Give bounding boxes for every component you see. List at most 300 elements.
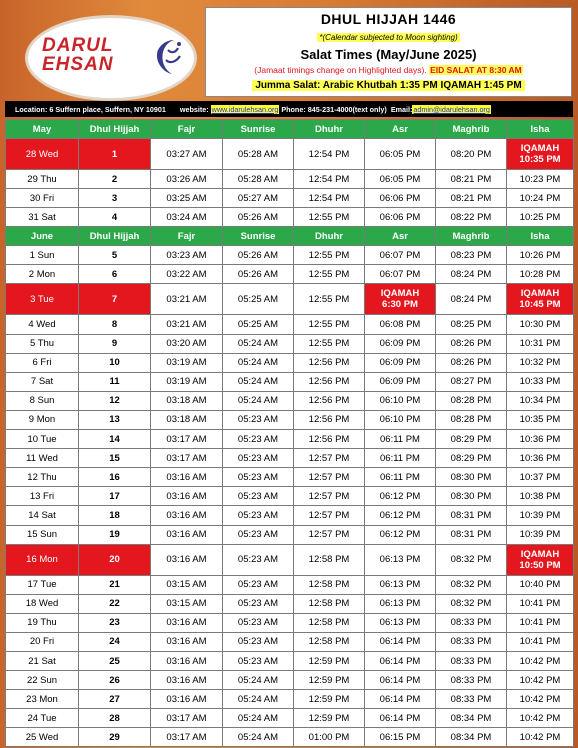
table-cell: 12:58 PM bbox=[294, 544, 365, 575]
table-cell: 06:13 PM bbox=[365, 544, 436, 575]
table-cell: 06:12 PM bbox=[365, 487, 436, 506]
table-row bbox=[6, 284, 574, 315]
table-row bbox=[6, 690, 574, 709]
table-cell: 12:55 PM bbox=[294, 334, 365, 353]
table-cell: 08:26 PM bbox=[436, 334, 507, 353]
table-cell: 05:26 AM bbox=[223, 265, 294, 284]
table-cell: 08:25 PM bbox=[436, 315, 507, 334]
table-cell: 10:34 PM bbox=[507, 391, 574, 410]
table-cell: 08:22 PM bbox=[436, 208, 507, 227]
table-row bbox=[6, 575, 574, 594]
table-cell: 10:42 PM bbox=[507, 690, 574, 709]
table-cell: 05:23 AM bbox=[223, 525, 294, 544]
table-cell: 12:56 PM bbox=[294, 410, 365, 429]
table-cell: 05:23 AM bbox=[223, 613, 294, 632]
table-cell: 08:27 PM bbox=[436, 372, 507, 391]
table-cell: 12:58 PM bbox=[294, 613, 365, 632]
table-cell: 05:23 AM bbox=[223, 449, 294, 468]
table-cell: 10:28 PM bbox=[507, 265, 574, 284]
table-cell: 29 Thu bbox=[6, 170, 79, 189]
table-cell: 14 Sat bbox=[6, 506, 79, 525]
table-cell: 12:56 PM bbox=[294, 353, 365, 372]
table-cell: 03:27 AM bbox=[151, 139, 223, 170]
table-cell: 05:23 AM bbox=[223, 487, 294, 506]
table-cell: 12 Thu bbox=[6, 468, 79, 487]
table-cell: 13 Fri bbox=[6, 487, 79, 506]
table-cell: 05:25 AM bbox=[223, 284, 294, 315]
salat-times-title: Salat Times (May/June 2025) bbox=[300, 47, 477, 62]
eid-salat-time: EID SALAT AT 8:30 AM bbox=[430, 65, 522, 75]
table-cell: 06:14 PM bbox=[365, 632, 436, 651]
website-link[interactable]: www.idarulehsan.org bbox=[211, 104, 279, 114]
table-cell: 05:25 AM bbox=[223, 315, 294, 334]
table-cell: 12:56 PM bbox=[294, 391, 365, 410]
table-cell: 12:59 PM bbox=[294, 690, 365, 709]
table-cell: 08:32 PM bbox=[436, 575, 507, 594]
table-cell: 05:24 AM bbox=[223, 709, 294, 728]
table-cell: 08:31 PM bbox=[436, 506, 507, 525]
table-row bbox=[6, 139, 574, 170]
table-cell: 05:23 AM bbox=[223, 651, 294, 670]
table-cell: 18 bbox=[79, 506, 151, 525]
table-cell: 05:24 AM bbox=[223, 391, 294, 410]
table-cell: 06:12 PM bbox=[365, 525, 436, 544]
table-cell: 19 bbox=[79, 525, 151, 544]
table-row bbox=[6, 315, 574, 334]
table-cell: 9 Mon bbox=[6, 410, 79, 429]
table-cell: 08:29 PM bbox=[436, 449, 507, 468]
table-cell: 05:24 AM bbox=[223, 372, 294, 391]
table-cell: 12 bbox=[79, 391, 151, 410]
table-cell: 03:19 AM bbox=[151, 372, 223, 391]
table-cell: 08:21 PM bbox=[436, 170, 507, 189]
table-cell: 06:06 PM bbox=[365, 208, 436, 227]
table-cell: 8 Sun bbox=[6, 391, 79, 410]
table-cell: 06:13 PM bbox=[365, 575, 436, 594]
column-header: Dhuhr bbox=[294, 227, 365, 246]
table-cell: 05:23 AM bbox=[223, 468, 294, 487]
table-cell: 22 Sun bbox=[6, 671, 79, 690]
table-cell: 03:21 AM bbox=[151, 315, 223, 334]
table-cell: 29 bbox=[79, 728, 151, 747]
table-cell: 08:30 PM bbox=[436, 468, 507, 487]
column-header: Sunrise bbox=[223, 120, 294, 139]
table-cell: 06:09 PM bbox=[365, 353, 436, 372]
jumma-salat-time: Jumma Salat: Arabic Khutbah 1:35 PM IQAMAH 1:45 PM bbox=[252, 80, 524, 91]
table-row bbox=[6, 246, 574, 265]
table-cell: 05:24 AM bbox=[223, 690, 294, 709]
may-header-row bbox=[6, 120, 574, 139]
table-cell: 06:10 PM bbox=[365, 410, 436, 429]
table-cell: 03:17 AM bbox=[151, 709, 223, 728]
table-cell: 05:28 AM bbox=[223, 139, 294, 170]
table-cell: 03:15 AM bbox=[151, 575, 223, 594]
table-cell: 20 bbox=[79, 544, 151, 575]
table-cell: 05:23 AM bbox=[223, 575, 294, 594]
table-cell: 10:42 PM bbox=[507, 671, 574, 690]
jamaat-note bbox=[206, 65, 571, 75]
table-cell: 08:33 PM bbox=[436, 632, 507, 651]
column-header: Fajr bbox=[151, 120, 223, 139]
table-cell: 08:33 PM bbox=[436, 671, 507, 690]
table-cell: 03:17 AM bbox=[151, 430, 223, 449]
table-cell: 21 bbox=[79, 575, 151, 594]
logo-line2: EHSAN bbox=[42, 54, 114, 75]
table-row bbox=[6, 506, 574, 525]
table-cell: 10:23 PM bbox=[507, 170, 574, 189]
column-header: Maghrib bbox=[436, 120, 507, 139]
table-cell: 3 Tue bbox=[6, 284, 79, 315]
table-cell: 24 bbox=[79, 632, 151, 651]
email-label: Email: bbox=[390, 104, 413, 114]
table-cell: 03:16 AM bbox=[151, 632, 223, 651]
table-cell: 24 Tue bbox=[6, 709, 79, 728]
table-cell: 10:38 PM bbox=[507, 487, 574, 506]
table-cell: 15 bbox=[79, 449, 151, 468]
table-cell: 2 bbox=[79, 170, 151, 189]
table-cell: 08:33 PM bbox=[436, 690, 507, 709]
table-cell: 17 bbox=[79, 487, 151, 506]
table-cell: 2 Mon bbox=[6, 265, 79, 284]
table-cell: 12:55 PM bbox=[294, 246, 365, 265]
table-cell: 03:16 AM bbox=[151, 613, 223, 632]
table-cell: 06:05 PM bbox=[365, 139, 436, 170]
table-cell: 10:41 PM bbox=[507, 632, 574, 651]
column-header: Isha bbox=[507, 120, 574, 139]
table-cell: 05:23 AM bbox=[223, 430, 294, 449]
table-cell: 05:26 AM bbox=[223, 208, 294, 227]
table-cell: 06:13 PM bbox=[365, 613, 436, 632]
table-cell: 12:58 PM bbox=[294, 632, 365, 651]
table-cell: 12:59 PM bbox=[294, 671, 365, 690]
table-cell: 06:11 PM bbox=[365, 468, 436, 487]
table-cell: 08:31 PM bbox=[436, 525, 507, 544]
table-cell: 03:17 AM bbox=[151, 728, 223, 747]
table-cell: 5 Thu bbox=[6, 334, 79, 353]
page-title: DHUL HIJJAH 1446 bbox=[320, 11, 457, 27]
table-cell: 3 bbox=[79, 189, 151, 208]
table-row bbox=[6, 265, 574, 284]
table-cell: 10:40 PM bbox=[507, 575, 574, 594]
table-cell: 08:21 PM bbox=[436, 189, 507, 208]
table-cell: 03:26 AM bbox=[151, 170, 223, 189]
table-cell: 10:24 PM bbox=[507, 189, 574, 208]
table-cell: 06:14 PM bbox=[365, 651, 436, 670]
table-row bbox=[6, 544, 574, 575]
column-header: Dhul Hijjah bbox=[79, 227, 151, 246]
table-row bbox=[6, 170, 574, 189]
table-cell: 06:08 PM bbox=[365, 315, 436, 334]
table-cell: 7 bbox=[79, 284, 151, 315]
column-header: Fajr bbox=[151, 227, 223, 246]
table-cell: 06:09 PM bbox=[365, 334, 436, 353]
table-cell: IQAMAH 10:50 PM bbox=[507, 544, 574, 575]
table-cell: 25 bbox=[79, 651, 151, 670]
table-cell: 12:54 PM bbox=[294, 139, 365, 170]
table-cell: 16 bbox=[79, 468, 151, 487]
table-cell: 06:15 PM bbox=[365, 728, 436, 747]
table-cell: IQAMAH 6:30 PM bbox=[365, 284, 436, 315]
table-cell: 12:54 PM bbox=[294, 189, 365, 208]
table-cell: 08:29 PM bbox=[436, 430, 507, 449]
table-cell: 03:22 AM bbox=[151, 265, 223, 284]
table-cell: 28 bbox=[79, 709, 151, 728]
table-cell: 01:00 PM bbox=[294, 728, 365, 747]
table-cell: 22 bbox=[79, 594, 151, 613]
table-cell: 10 bbox=[79, 353, 151, 372]
table-cell: 10:36 PM bbox=[507, 430, 574, 449]
table-cell: 1 Sun bbox=[6, 246, 79, 265]
table-cell: 17 Tue bbox=[6, 575, 79, 594]
column-header: Dhuhr bbox=[294, 120, 365, 139]
table-cell: 27 bbox=[79, 690, 151, 709]
table-cell: 18 Wed bbox=[6, 594, 79, 613]
table-row bbox=[6, 525, 574, 544]
table-row bbox=[6, 487, 574, 506]
table-row bbox=[6, 430, 574, 449]
table-cell: 08:24 PM bbox=[436, 265, 507, 284]
table-cell: 05:23 AM bbox=[223, 506, 294, 525]
table-cell: 12:57 PM bbox=[294, 506, 365, 525]
table-row bbox=[6, 208, 574, 227]
table-cell: 20 Fri bbox=[6, 632, 79, 651]
logo bbox=[28, 18, 194, 98]
table-row bbox=[6, 594, 574, 613]
table-cell: 23 bbox=[79, 613, 151, 632]
column-header: May bbox=[6, 120, 79, 139]
table-cell: 03:16 AM bbox=[151, 525, 223, 544]
table-cell: 03:23 AM bbox=[151, 246, 223, 265]
table-cell: 6 Fri bbox=[6, 353, 79, 372]
june-header-row bbox=[6, 227, 574, 246]
column-header: Asr bbox=[365, 120, 436, 139]
table-cell: 12:57 PM bbox=[294, 449, 365, 468]
table-cell: 12:55 PM bbox=[294, 284, 365, 315]
table-cell: 08:34 PM bbox=[436, 709, 507, 728]
location-text: Location: 6 Suffern place, Suffern, NY 10901 bbox=[15, 104, 166, 114]
logo-wordmark bbox=[42, 36, 114, 74]
table-row bbox=[6, 728, 574, 747]
table-cell: 05:23 AM bbox=[223, 632, 294, 651]
table-cell: 03:16 AM bbox=[151, 468, 223, 487]
column-header: Maghrib bbox=[436, 227, 507, 246]
table-cell: 03:20 AM bbox=[151, 334, 223, 353]
table-row bbox=[6, 651, 574, 670]
table-cell: 10:36 PM bbox=[507, 449, 574, 468]
table-row bbox=[6, 449, 574, 468]
table-cell: 06:11 PM bbox=[365, 430, 436, 449]
table-cell: 06:06 PM bbox=[365, 189, 436, 208]
column-header: Dhul Hijjah bbox=[79, 120, 151, 139]
table-cell: 10:42 PM bbox=[507, 709, 574, 728]
table-cell: 10:35 PM bbox=[507, 410, 574, 429]
column-header: Asr bbox=[365, 227, 436, 246]
table-cell: 12:59 PM bbox=[294, 709, 365, 728]
table-cell: 08:32 PM bbox=[436, 544, 507, 575]
table-cell: 10:31 PM bbox=[507, 334, 574, 353]
table-cell: 03:18 AM bbox=[151, 391, 223, 410]
table-cell: 06:11 PM bbox=[365, 449, 436, 468]
table-cell: 5 bbox=[79, 246, 151, 265]
table-cell: 10:42 PM bbox=[507, 651, 574, 670]
table-cell: 23 Mon bbox=[6, 690, 79, 709]
table-cell: 08:33 PM bbox=[436, 651, 507, 670]
table-row bbox=[6, 671, 574, 690]
table-cell: 19 Thu bbox=[6, 613, 79, 632]
table-cell: 08:28 PM bbox=[436, 410, 507, 429]
table-cell: 06:13 PM bbox=[365, 594, 436, 613]
table-cell: 10:39 PM bbox=[507, 506, 574, 525]
column-header: Sunrise bbox=[223, 227, 294, 246]
column-header: Isha bbox=[507, 227, 574, 246]
table-row bbox=[6, 372, 574, 391]
table-cell: 06:12 PM bbox=[365, 506, 436, 525]
table-cell: 06:07 PM bbox=[365, 265, 436, 284]
table-cell: 12:57 PM bbox=[294, 525, 365, 544]
table-cell: 8 bbox=[79, 315, 151, 334]
table-cell: 08:28 PM bbox=[436, 391, 507, 410]
table-cell: 10:41 PM bbox=[507, 594, 574, 613]
table-cell: 08:33 PM bbox=[436, 613, 507, 632]
table-cell: 12:55 PM bbox=[294, 265, 365, 284]
table-cell: 21 Sat bbox=[6, 651, 79, 670]
table-cell: 10:26 PM bbox=[507, 246, 574, 265]
email-link[interactable]: admin@idarulehsan.org bbox=[413, 104, 490, 114]
table-row bbox=[6, 468, 574, 487]
table-cell: 03:17 AM bbox=[151, 449, 223, 468]
table-cell: 06:10 PM bbox=[365, 391, 436, 410]
table-cell: 06:14 PM bbox=[365, 690, 436, 709]
table-cell: 12:54 PM bbox=[294, 170, 365, 189]
table-cell: 12:57 PM bbox=[294, 487, 365, 506]
table-cell: 06:14 PM bbox=[365, 671, 436, 690]
table-cell: 30 Fri bbox=[6, 189, 79, 208]
table-cell: 12:58 PM bbox=[294, 575, 365, 594]
table-cell: 03:24 AM bbox=[151, 208, 223, 227]
table-cell: 10:42 PM bbox=[507, 728, 574, 747]
table-cell: 12:55 PM bbox=[294, 315, 365, 334]
table-cell: 10:32 PM bbox=[507, 353, 574, 372]
table-cell: 08:24 PM bbox=[436, 284, 507, 315]
table-cell: 08:20 PM bbox=[436, 139, 507, 170]
table-cell: 06:07 PM bbox=[365, 246, 436, 265]
column-header: June bbox=[6, 227, 79, 246]
table-cell: 06:14 PM bbox=[365, 709, 436, 728]
table-cell: 03:16 AM bbox=[151, 544, 223, 575]
table-cell: 25 Wed bbox=[6, 728, 79, 747]
table-row bbox=[6, 353, 574, 372]
table-cell: 05:26 AM bbox=[223, 246, 294, 265]
table-cell: 12:57 PM bbox=[294, 468, 365, 487]
table-row bbox=[6, 189, 574, 208]
table-cell: 12:59 PM bbox=[294, 651, 365, 670]
table-row bbox=[6, 613, 574, 632]
table-cell: 16 Mon bbox=[6, 544, 79, 575]
table-cell: 08:26 PM bbox=[436, 353, 507, 372]
table-cell: 08:34 PM bbox=[436, 728, 507, 747]
table-cell: 4 bbox=[79, 208, 151, 227]
table-cell: 03:19 AM bbox=[151, 353, 223, 372]
table-cell: IQAMAH 10:35 PM bbox=[507, 139, 574, 170]
table-cell: 14 bbox=[79, 430, 151, 449]
table-cell: 10:41 PM bbox=[507, 613, 574, 632]
website-label: website: bbox=[179, 104, 209, 114]
contact-bar bbox=[5, 101, 573, 117]
prayer-times-table bbox=[5, 119, 574, 747]
table-row bbox=[6, 410, 574, 429]
table-cell: 10 Tue bbox=[6, 430, 79, 449]
table-cell: 10:33 PM bbox=[507, 372, 574, 391]
table-cell: 08:23 PM bbox=[436, 246, 507, 265]
table-cell: 05:23 AM bbox=[223, 544, 294, 575]
table-cell: 03:15 AM bbox=[151, 594, 223, 613]
table-cell: 05:24 AM bbox=[223, 671, 294, 690]
table-cell: 08:30 PM bbox=[436, 487, 507, 506]
table-cell: 05:24 AM bbox=[223, 728, 294, 747]
table-cell: 05:23 AM bbox=[223, 594, 294, 613]
table-cell: IQAMAH 10:45 PM bbox=[507, 284, 574, 315]
table-cell: 11 bbox=[79, 372, 151, 391]
table-row bbox=[6, 709, 574, 728]
phone-text: Phone: 845-231-4000(text only) bbox=[281, 104, 387, 114]
table-cell: 03:18 AM bbox=[151, 410, 223, 429]
table-cell: 03:16 AM bbox=[151, 506, 223, 525]
table-cell: 03:25 AM bbox=[151, 189, 223, 208]
table-cell: 03:16 AM bbox=[151, 651, 223, 670]
table-cell: 08:32 PM bbox=[436, 594, 507, 613]
table-cell: 31 Sat bbox=[6, 208, 79, 227]
table-cell: 10:37 PM bbox=[507, 468, 574, 487]
table-cell: 15 Sun bbox=[6, 525, 79, 544]
table-cell: 6 bbox=[79, 265, 151, 284]
table-cell: 12:55 PM bbox=[294, 208, 365, 227]
table-row bbox=[6, 632, 574, 651]
table-cell: 05:28 AM bbox=[223, 170, 294, 189]
table-cell: 13 bbox=[79, 410, 151, 429]
table-cell: 12:56 PM bbox=[294, 430, 365, 449]
table-row bbox=[6, 391, 574, 410]
table-cell: 1 bbox=[79, 139, 151, 170]
table-cell: 4 Wed bbox=[6, 315, 79, 334]
table-cell: 05:24 AM bbox=[223, 353, 294, 372]
table-cell: 03:16 AM bbox=[151, 671, 223, 690]
table-cell: 7 Sat bbox=[6, 372, 79, 391]
table-cell: 03:16 AM bbox=[151, 690, 223, 709]
logo-line1: DARUL bbox=[42, 35, 114, 56]
crescent-calligraphy-icon bbox=[152, 36, 186, 78]
table-cell: 12:58 PM bbox=[294, 594, 365, 613]
table-cell: 9 bbox=[79, 334, 151, 353]
table-cell: 10:39 PM bbox=[507, 525, 574, 544]
table-cell: 03:16 AM bbox=[151, 487, 223, 506]
table-cell: 28 Wed bbox=[6, 139, 79, 170]
table-cell: 03:21 AM bbox=[151, 284, 223, 315]
table-cell: 10:25 PM bbox=[507, 208, 574, 227]
table-cell: 26 bbox=[79, 671, 151, 690]
table-cell: 10:30 PM bbox=[507, 315, 574, 334]
table-row bbox=[6, 334, 574, 353]
jamaat-change-note: (Jamaat timings change on Highlighted days). bbox=[254, 65, 427, 75]
moon-sighting-note: *(Calendar subjected to Moon sighting) bbox=[319, 33, 458, 42]
table-cell: 12:56 PM bbox=[294, 372, 365, 391]
header-panel bbox=[205, 7, 572, 97]
table-cell: 05:27 AM bbox=[223, 189, 294, 208]
table-cell: 06:09 PM bbox=[365, 372, 436, 391]
table-cell: 05:24 AM bbox=[223, 334, 294, 353]
table-cell: 05:23 AM bbox=[223, 410, 294, 429]
table-cell: 06:05 PM bbox=[365, 170, 436, 189]
table-cell: 11 Wed bbox=[6, 449, 79, 468]
